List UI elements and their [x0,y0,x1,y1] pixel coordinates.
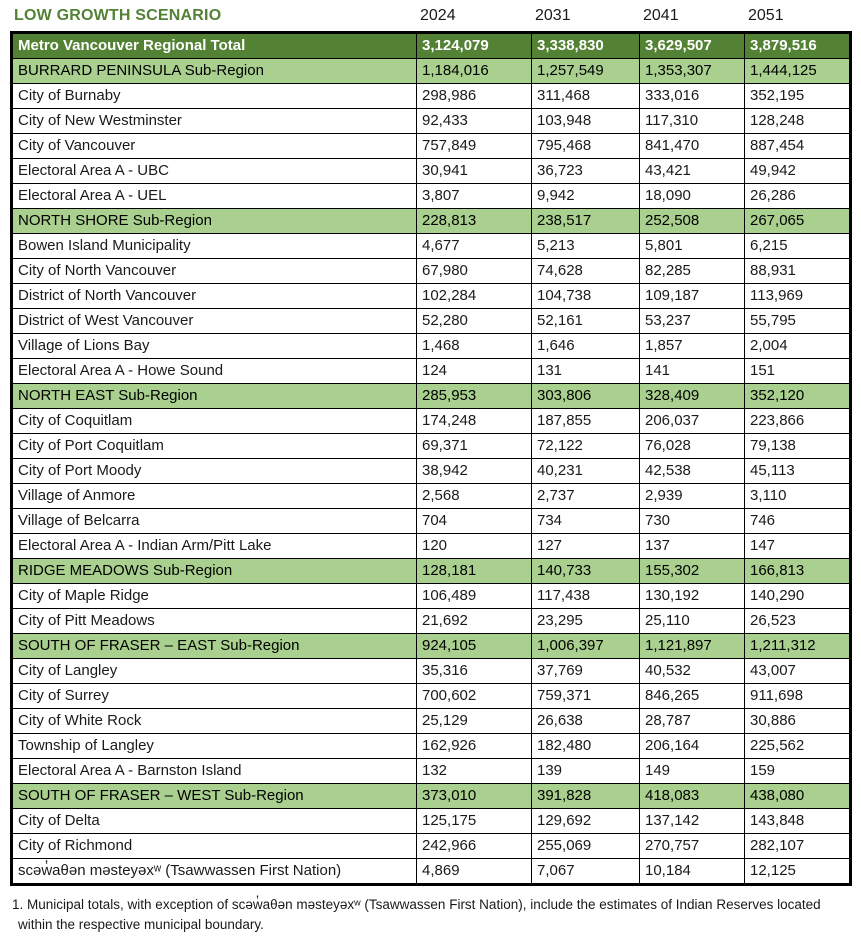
population-value-cell: 187,855 [532,409,640,434]
population-value-cell: 3,124,079 [417,33,532,59]
table-row [12,609,851,634]
population-value-cell: 759,371 [532,684,640,709]
population-value-cell: 40,231 [532,459,640,484]
table-row [12,709,851,734]
population-value-cell: 3,110 [745,484,851,509]
population-value-cell: 3,879,516 [745,33,851,59]
row-label-cell: City of Port Coquitlam [12,434,417,459]
table-row [12,634,851,659]
row-label-cell: City of Surrey [12,684,417,709]
population-value-cell: 2,939 [640,484,745,509]
population-value-cell: 242,966 [417,834,532,859]
population-value-cell: 30,886 [745,709,851,734]
population-value-cell: 67,980 [417,259,532,284]
population-value-cell: 124 [417,359,532,384]
table-row [12,834,851,859]
population-value-cell: 2,737 [532,484,640,509]
population-value-cell: 2,004 [745,334,851,359]
population-value-cell: 92,433 [417,109,532,134]
population-value-cell: 38,942 [417,459,532,484]
population-value-cell: 128,181 [417,559,532,584]
population-value-cell: 846,265 [640,684,745,709]
table-row [12,159,851,184]
population-value-cell: 40,532 [640,659,745,684]
table-row [12,59,851,84]
row-label-cell: NORTH SHORE Sub-Region [12,209,417,234]
population-value-cell: 841,470 [640,134,745,159]
population-value-cell: 120 [417,534,532,559]
population-value-cell: 1,257,549 [532,59,640,84]
population-value-cell: 704 [417,509,532,534]
row-label-cell: Village of Belcarra [12,509,417,534]
population-value-cell: 3,629,507 [640,33,745,59]
population-value-cell: 1,006,397 [532,634,640,659]
table-row [12,209,851,234]
table-row [12,734,851,759]
population-value-cell: 18,090 [640,184,745,209]
footnote-line-1: 1. Municipal totals, with exception of scəw̓aθən məsteyəxʷ (Tsawwassen First Nation), include the estimates of Indian Reserves located [12,897,821,912]
population-value-cell: 109,187 [640,284,745,309]
table-row [12,334,851,359]
population-value-cell: 333,016 [640,84,745,109]
population-value-cell: 76,028 [640,434,745,459]
table-row [12,84,851,109]
population-value-cell: 734 [532,509,640,534]
table-row [12,234,851,259]
population-value-cell: 21,692 [417,609,532,634]
table-row [12,284,851,309]
population-value-cell: 285,953 [417,384,532,409]
population-value-cell: 352,195 [745,84,851,109]
population-projection-table [10,31,852,886]
population-value-cell: 52,280 [417,309,532,334]
population-value-cell: 141 [640,359,745,384]
table-row [12,434,851,459]
population-value-cell: 45,113 [745,459,851,484]
table-row [12,809,851,834]
population-value-cell: 127 [532,534,640,559]
population-value-cell: 26,638 [532,709,640,734]
population-value-cell: 255,069 [532,834,640,859]
table-row [12,109,851,134]
population-value-cell: 25,129 [417,709,532,734]
footnote-line-2: within the respective municipal boundary. [18,917,264,932]
row-label-cell: RIDGE MEADOWS Sub-Region [12,559,417,584]
population-value-cell: 206,164 [640,734,745,759]
population-value-cell: 88,931 [745,259,851,284]
population-value-cell: 700,602 [417,684,532,709]
population-value-cell: 730 [640,509,745,534]
population-value-cell: 143,848 [745,809,851,834]
population-value-cell: 52,161 [532,309,640,334]
population-value-cell: 1,353,307 [640,59,745,84]
row-label-cell: Township of Langley [12,734,417,759]
table-row [12,33,851,59]
population-value-cell: 37,769 [532,659,640,684]
row-label-cell: City of White Rock [12,709,417,734]
population-value-cell: 757,849 [417,134,532,159]
table-row [12,659,851,684]
population-value-cell: 139 [532,759,640,784]
population-value-cell: 26,523 [745,609,851,634]
population-value-cell: 23,295 [532,609,640,634]
year-column-header-2: 2031 [535,6,571,24]
population-value-cell: 129,692 [532,809,640,834]
population-value-cell: 82,285 [640,259,745,284]
population-value-cell: 282,107 [745,834,851,859]
population-value-cell: 166,813 [745,559,851,584]
population-value-cell: 30,941 [417,159,532,184]
population-value-cell: 298,986 [417,84,532,109]
row-label-cell: City of Burnaby [12,84,417,109]
population-value-cell: 102,284 [417,284,532,309]
population-value-cell: 113,969 [745,284,851,309]
population-value-cell: 1,646 [532,334,640,359]
population-value-cell: 391,828 [532,784,640,809]
population-value-cell: 223,866 [745,409,851,434]
population-value-cell: 1,121,897 [640,634,745,659]
population-value-cell: 924,105 [417,634,532,659]
population-value-cell: 137 [640,534,745,559]
table-body [12,33,851,885]
population-value-cell: 74,628 [532,259,640,284]
population-value-cell: 182,480 [532,734,640,759]
table-row [12,484,851,509]
row-label-cell: Electoral Area A - Indian Arm/Pitt Lake [12,534,417,559]
population-value-cell: 352,120 [745,384,851,409]
population-value-cell: 147 [745,534,851,559]
population-value-cell: 174,248 [417,409,532,434]
population-value-cell: 43,421 [640,159,745,184]
row-label-cell: Village of Anmore [12,484,417,509]
table-row [12,309,851,334]
population-value-cell: 5,213 [532,234,640,259]
population-value-cell: 373,010 [417,784,532,809]
row-label-cell: NORTH EAST Sub-Region [12,384,417,409]
page-title: LOW GROWTH SCENARIO [14,6,222,24]
table-row [12,759,851,784]
population-value-cell: 6,215 [745,234,851,259]
population-value-cell: 117,310 [640,109,745,134]
population-value-cell: 103,948 [532,109,640,134]
population-value-cell: 1,857 [640,334,745,359]
population-value-cell: 149 [640,759,745,784]
row-label-cell: Electoral Area A - UBC [12,159,417,184]
row-label-cell: City of Pitt Meadows [12,609,417,634]
row-label-cell: SOUTH OF FRASER – WEST Sub-Region [12,784,417,809]
population-value-cell: 79,138 [745,434,851,459]
row-label-cell: City of Port Moody [12,459,417,484]
year-column-header-1: 2024 [420,6,456,24]
row-label-cell: Metro Vancouver Regional Total [12,33,417,59]
table-row [12,184,851,209]
row-label-cell: District of North Vancouver [12,284,417,309]
population-value-cell: 887,454 [745,134,851,159]
population-value-cell: 140,290 [745,584,851,609]
row-label-cell: scəw̓aθən məsteyəxʷ (Tsawwassen First Nation) [12,859,417,885]
row-label-cell: City of Delta [12,809,417,834]
population-value-cell: 28,787 [640,709,745,734]
table-row [12,559,851,584]
population-value-cell: 25,110 [640,609,745,634]
population-value-cell: 137,142 [640,809,745,834]
population-value-cell: 155,302 [640,559,745,584]
population-value-cell: 438,080 [745,784,851,809]
population-value-cell: 795,468 [532,134,640,159]
row-label-cell: Village of Lions Bay [12,334,417,359]
table-header-row [10,0,849,31]
population-value-cell: 267,065 [745,209,851,234]
population-value-cell: 7,067 [532,859,640,885]
year-column-header-3: 2041 [643,6,679,24]
population-value-cell: 5,801 [640,234,745,259]
population-value-cell: 55,795 [745,309,851,334]
population-value-cell: 3,807 [417,184,532,209]
population-value-cell: 225,562 [745,734,851,759]
population-value-cell: 35,316 [417,659,532,684]
row-label-cell: City of Vancouver [12,134,417,159]
row-label-cell: Electoral Area A - Howe Sound [12,359,417,384]
population-value-cell: 303,806 [532,384,640,409]
population-value-cell: 1,468 [417,334,532,359]
population-value-cell: 911,698 [745,684,851,709]
row-label-cell: Electoral Area A - UEL [12,184,417,209]
population-value-cell: 162,926 [417,734,532,759]
population-value-cell: 125,175 [417,809,532,834]
year-column-header-4: 2051 [748,6,784,24]
population-value-cell: 72,122 [532,434,640,459]
population-value-cell: 206,037 [640,409,745,434]
table-row [12,509,851,534]
table-row [12,409,851,434]
table-row [12,134,851,159]
population-value-cell: 49,942 [745,159,851,184]
population-value-cell: 270,757 [640,834,745,859]
population-value-cell: 159 [745,759,851,784]
population-value-cell: 746 [745,509,851,534]
population-value-cell: 252,508 [640,209,745,234]
population-value-cell: 9,942 [532,184,640,209]
table-row [12,359,851,384]
population-value-cell: 418,083 [640,784,745,809]
population-value-cell: 311,468 [532,84,640,109]
population-value-cell: 140,733 [532,559,640,584]
row-label-cell: SOUTH OF FRASER – EAST Sub-Region [12,634,417,659]
population-value-cell: 132 [417,759,532,784]
row-label-cell: City of Coquitlam [12,409,417,434]
population-value-cell: 4,677 [417,234,532,259]
population-value-cell: 238,517 [532,209,640,234]
population-value-cell: 128,248 [745,109,851,134]
table-row [12,384,851,409]
population-value-cell: 12,125 [745,859,851,885]
population-value-cell: 1,211,312 [745,634,851,659]
table-row [12,684,851,709]
row-label-cell: City of New Westminster [12,109,417,134]
population-value-cell: 131 [532,359,640,384]
population-value-cell: 104,738 [532,284,640,309]
table-row [12,584,851,609]
population-value-cell: 4,869 [417,859,532,885]
row-label-cell: BURRARD PENINSULA Sub-Region [12,59,417,84]
row-label-cell: Bowen Island Municipality [12,234,417,259]
population-value-cell: 1,444,125 [745,59,851,84]
population-value-cell: 106,489 [417,584,532,609]
population-value-cell: 328,409 [640,384,745,409]
population-value-cell: 3,338,830 [532,33,640,59]
row-label-cell: Electoral Area A - Barnston Island [12,759,417,784]
population-value-cell: 36,723 [532,159,640,184]
row-label-cell: City of Richmond [12,834,417,859]
table-row [12,534,851,559]
population-value-cell: 53,237 [640,309,745,334]
population-value-cell: 117,438 [532,584,640,609]
population-value-cell: 130,192 [640,584,745,609]
row-label-cell: City of Langley [12,659,417,684]
population-value-cell: 42,538 [640,459,745,484]
row-label-cell: City of North Vancouver [12,259,417,284]
population-value-cell: 1,184,016 [417,59,532,84]
population-value-cell: 228,813 [417,209,532,234]
table-row [12,784,851,809]
row-label-cell: District of West Vancouver [12,309,417,334]
table-row [12,259,851,284]
population-value-cell: 10,184 [640,859,745,885]
population-value-cell: 26,286 [745,184,851,209]
footnote [12,895,861,935]
population-value-cell: 151 [745,359,851,384]
table-row [12,859,851,885]
population-value-cell: 2,568 [417,484,532,509]
table-row [12,459,851,484]
population-value-cell: 43,007 [745,659,851,684]
population-value-cell: 69,371 [417,434,532,459]
row-label-cell: City of Maple Ridge [12,584,417,609]
